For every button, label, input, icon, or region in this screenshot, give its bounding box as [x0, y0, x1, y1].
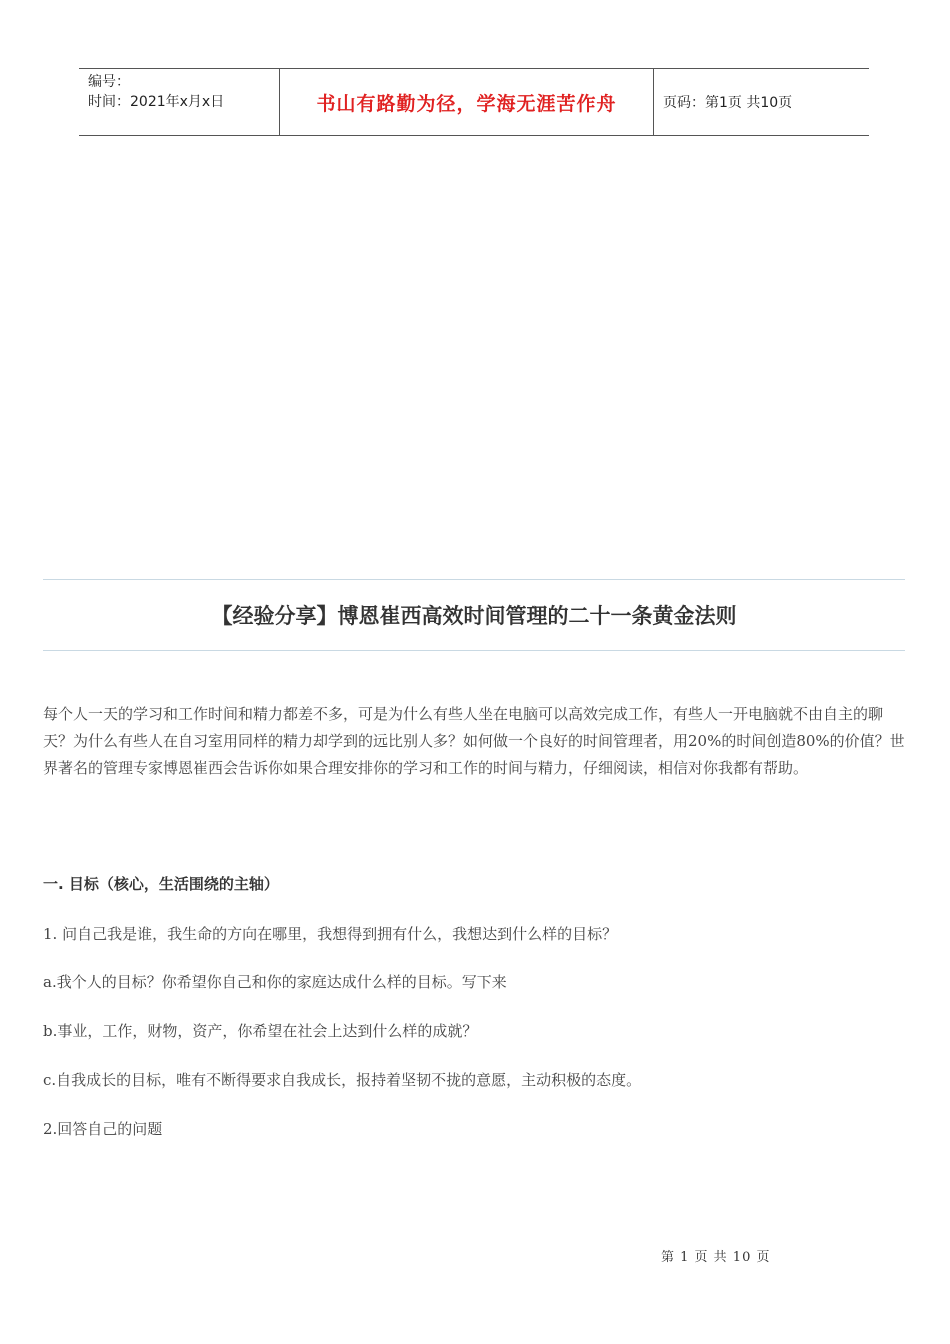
- list-item: b.事业，工作，财物，资产，你希望在社会上达到什么样的成就？: [43, 1022, 478, 1040]
- list-item: c.自我成长的目标，唯有不断得要求自我成长，报持着坚韧不拢的意愿，主动积极的态度。: [43, 1071, 642, 1089]
- title-rule-bottom: [43, 650, 905, 651]
- page-info: 页码：第1页 共10页: [663, 95, 793, 111]
- page-footer: 第 1 页 共 10 页: [661, 1250, 771, 1265]
- header-page-cell: [654, 69, 869, 135]
- title-rule-top: [43, 579, 905, 580]
- list-item: a.我个人的目标？你希望你自己和你的家庭达成什么样的目标。写下来: [43, 973, 507, 991]
- header-table: [79, 68, 869, 136]
- list-item: 2.回答自己的问题: [43, 1120, 163, 1138]
- header-meta-cell: [79, 69, 280, 135]
- document-title: 【经验分享】博恩崔西高效时间管理的二十一条黄金法则: [211, 604, 737, 628]
- list-item: 1. 问自己我是谁，我生命的方向在哪里，我想得到拥有什么，我想达到什么样的目标？: [43, 925, 618, 943]
- code-label: 编号：: [88, 74, 130, 90]
- header-motto-cell: [280, 69, 654, 135]
- intro-paragraph: 每个人一天的学习和工作时间和精力都差不多，可是为什么有些人坐在电脑可以高效完成工作，有些人一开电脑就不由自主的聊天？为什么有些人在自习室用同样的精力却学到的远比别人多？如何做一个良好的时间管理者，用20%的时间创造80%的价值？世界著名的管理专家博恩崔西会告诉你如果合理安排你的学习和工作的时间与精力，仔细阅读，相信对你我都有帮助。: [43, 705, 905, 777]
- date-label: 时间：2021年x月x日: [88, 94, 225, 110]
- motto: 书山有路勤为径，学海无涯苦作舟: [316, 92, 617, 115]
- section-heading: 一. 目标（核心，生活围绕的主轴）: [43, 875, 279, 893]
